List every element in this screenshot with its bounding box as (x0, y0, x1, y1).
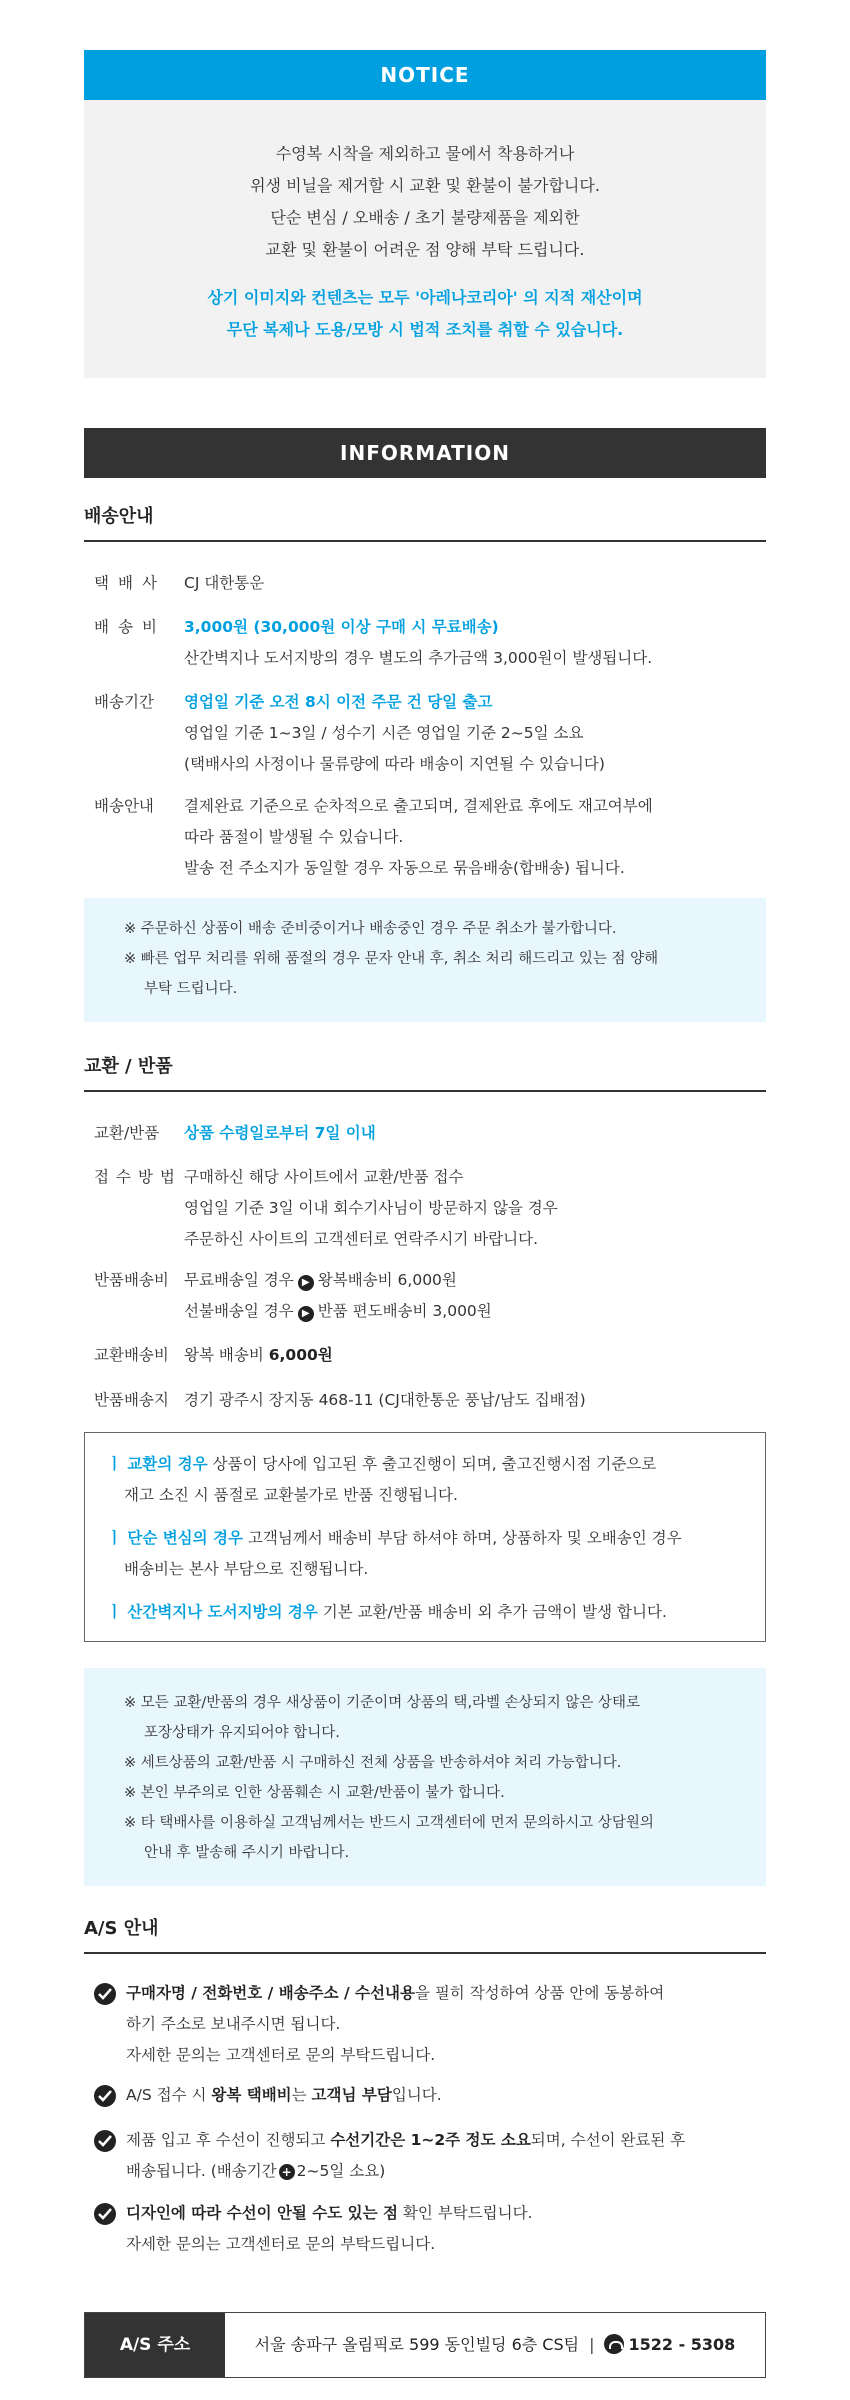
as-item: 제품 입고 후 수선이 진행되고 수선기간은 1~2주 정도 소요되며, 수선이 완료된 후 배송됩니다. (배송기간 + 2~5일 소요) (84, 2125, 766, 2187)
policy-item: ㅣ 산간벽지나 도서지방의 경우 기본 교환/반품 배송비 외 추가 금액이 발생 합니다. (107, 1603, 667, 1621)
notice-line: 교환 및 환불이 어려운 점 양해 부탁 드립니다. (265, 240, 585, 259)
as-address-box (84, 2312, 766, 2378)
returns-section-title: 교환 / 반품 (84, 1050, 766, 1092)
check-circle-icon (94, 2130, 116, 2152)
returns-address-label: 반품배송지 (94, 1391, 169, 1409)
arrow-right-icon: ▶ (298, 1275, 314, 1291)
note-line: 포장상태가 유지되어야 합니다. (144, 1725, 340, 1741)
as-section-title: A/S 안내 (84, 1912, 766, 1954)
notice-warning: 무단 복제나 도용/모방 시 법적 조치를 취할 수 있습니다. (226, 320, 624, 339)
guide-line: 결제완료 기준으로 순차적으로 출고되며, 결제완료 후에도 재고여부에 (184, 797, 653, 815)
policy-item: ㅣ 교환의 경우 상품이 당사에 입고된 후 출고진행이 되며, 출고진행시점 기준으로 재고 소진 시 품절로 교환불가로 반품 진행됩니다. (107, 1455, 657, 1504)
as-item: A/S 접수 시 왕복 택배비는 고객님 부담입니다. (84, 2080, 766, 2111)
period-label: 배송기간 (94, 693, 154, 711)
courier-label: 택배사 (94, 574, 166, 592)
exchangefee-label: 교환배송비 (94, 1346, 169, 1364)
returns-policy-box (84, 1432, 766, 1642)
check-circle-icon (94, 1983, 116, 2005)
information-header: INFORMATION (84, 428, 766, 478)
fee-note: 산간벽지나 도서지방의 경우 별도의 추가금액 3,000원이 발생됩니다. (184, 649, 653, 667)
policy-item: ㅣ 단순 변심의 경우 고객님께서 배송비 부담 하셔야 하며, 상품하자 및 오배송인 경우 배송비는 본사 부담으로 진행됩니다. (107, 1529, 682, 1578)
note-line: ※ 모든 교환/반품의 경우 새상품이 기준이며 상품의 택,라벨 손상되지 않은 상태로 (124, 1695, 640, 1711)
notice-body (84, 100, 766, 378)
returns-period-value: 상품 수령일로부터 7일 이내 (184, 1124, 376, 1142)
courier-value: CJ 대한통운 (184, 574, 265, 592)
guide-line: 따라 품절이 발생될 수 있습니다. (184, 828, 404, 846)
shipping-section-title: 배송안내 (84, 500, 766, 542)
fee-label: 배송비 (94, 618, 166, 636)
period-note: (택배사의 사정이나 물류량에 따라 배송이 지연될 수 있습니다) (184, 755, 605, 773)
shipping-notes (84, 898, 766, 1022)
note-line: 부탁 드립니다. (144, 981, 238, 997)
check-circle-icon (94, 2085, 116, 2107)
note-line: ※ 빠른 업무 처리를 위해 품절의 경우 문자 안내 후, 취소 처리 해드리고 있는 점 양해 (124, 951, 659, 967)
notice-line: 수영복 시착을 제외하고 물에서 착용하거나 (275, 144, 575, 163)
as-item: 구매자명 / 전화번호 / 배송주소 / 수선내용을 필히 작성하여 상품 안에 동봉하여 하기 주소로 보내주시면 됩니다. 자세한 문의는 고객센터로 문의 부탁드립니다. (84, 1978, 766, 2071)
method-line: 주문하신 사이트의 고객센터로 연락주시기 바랍니다. (184, 1230, 539, 1248)
method-line: 구매하신 해당 사이트에서 교환/반품 접수 (184, 1168, 464, 1186)
as-address-label: A/S 주소 (85, 2313, 225, 2377)
note-line: ※ 본인 부주의로 인한 상품훼손 시 교환/반품이 불가 합니다. (124, 1785, 505, 1801)
note-line: ※ 타 택배사를 이용하실 고객님께서는 반드시 고객센터에 먼저 문의하시고 상담원의 (124, 1815, 654, 1831)
exchangefee-value: 왕복 배송비 6,000원 (184, 1346, 333, 1364)
method-line: 영업일 기준 3일 이내 회수기사님이 방문하지 않을 경우 (184, 1199, 558, 1217)
returns-method-label: 접수방법 (94, 1168, 182, 1186)
returnfee-label: 반품배송비 (94, 1271, 169, 1289)
phone-icon (604, 2334, 624, 2354)
returnfee-line: 선불배송일 경우 ▶ 반품 편도배송비 3,000원 (184, 1302, 492, 1320)
plus-circle-icon: + (279, 2164, 295, 2180)
guide-line: 발송 전 주소지가 동일할 경우 자동으로 묶음배송(합배송) 됩니다. (184, 859, 625, 877)
returns-notes (84, 1668, 766, 1886)
as-address-value: 서울 송파구 올림픽로 599 동인빌딩 6층 CS팀 | 1522 - 5308 (254, 2335, 736, 2354)
notice-line: 단순 변심 / 오배송 / 초기 불량제품을 제외한 (270, 208, 580, 227)
period-note: 영업일 기준 1~3일 / 성수기 시즌 영업일 기준 2~5일 소요 (184, 724, 584, 742)
notice-line: 위생 비닐을 제거할 시 교환 및 환불이 불가합니다. (250, 176, 600, 195)
period-value: 영업일 기준 오전 8시 이전 주문 건 당일 출고 (184, 693, 493, 711)
phone-number[interactable]: 1522 - 5308 (628, 2335, 736, 2354)
note-line: ※ 세트상품의 교환/반품 시 구매하신 전체 상품을 반송하셔야 처리 가능합니다. (124, 1755, 622, 1771)
returnfee-line: 무료배송일 경우 ▶ 왕복배송비 6,000원 (184, 1271, 457, 1289)
returns-period-label: 교환/반품 (94, 1124, 160, 1142)
notice-header: NOTICE (84, 50, 766, 100)
note-line: ※ 주문하신 상품이 배송 준비중이거나 배송중인 경우 주문 취소가 불가합니다. (124, 921, 617, 937)
guide-label: 배송안내 (94, 797, 154, 815)
fee-value: 3,000원 (30,000원 이상 구매 시 무료배송) (184, 618, 499, 636)
check-circle-icon (94, 2203, 116, 2225)
as-item: 디자인에 따라 수선이 안될 수도 있는 점 확인 부탁드립니다. 자세한 문의는 고객센터로 문의 부탁드립니다. (84, 2198, 766, 2260)
notice-warning: 상기 이미지와 컨텐츠는 모두 '아레나코리아' 의 지적 재산이며 (207, 288, 643, 307)
arrow-right-icon: ▶ (298, 1306, 314, 1322)
returns-address-value: 경기 광주시 장지동 468-11 (CJ대한통운 풍납/남도 집배점) (184, 1391, 586, 1409)
note-line: 안내 후 발송해 주시기 바랍니다. (144, 1845, 350, 1861)
